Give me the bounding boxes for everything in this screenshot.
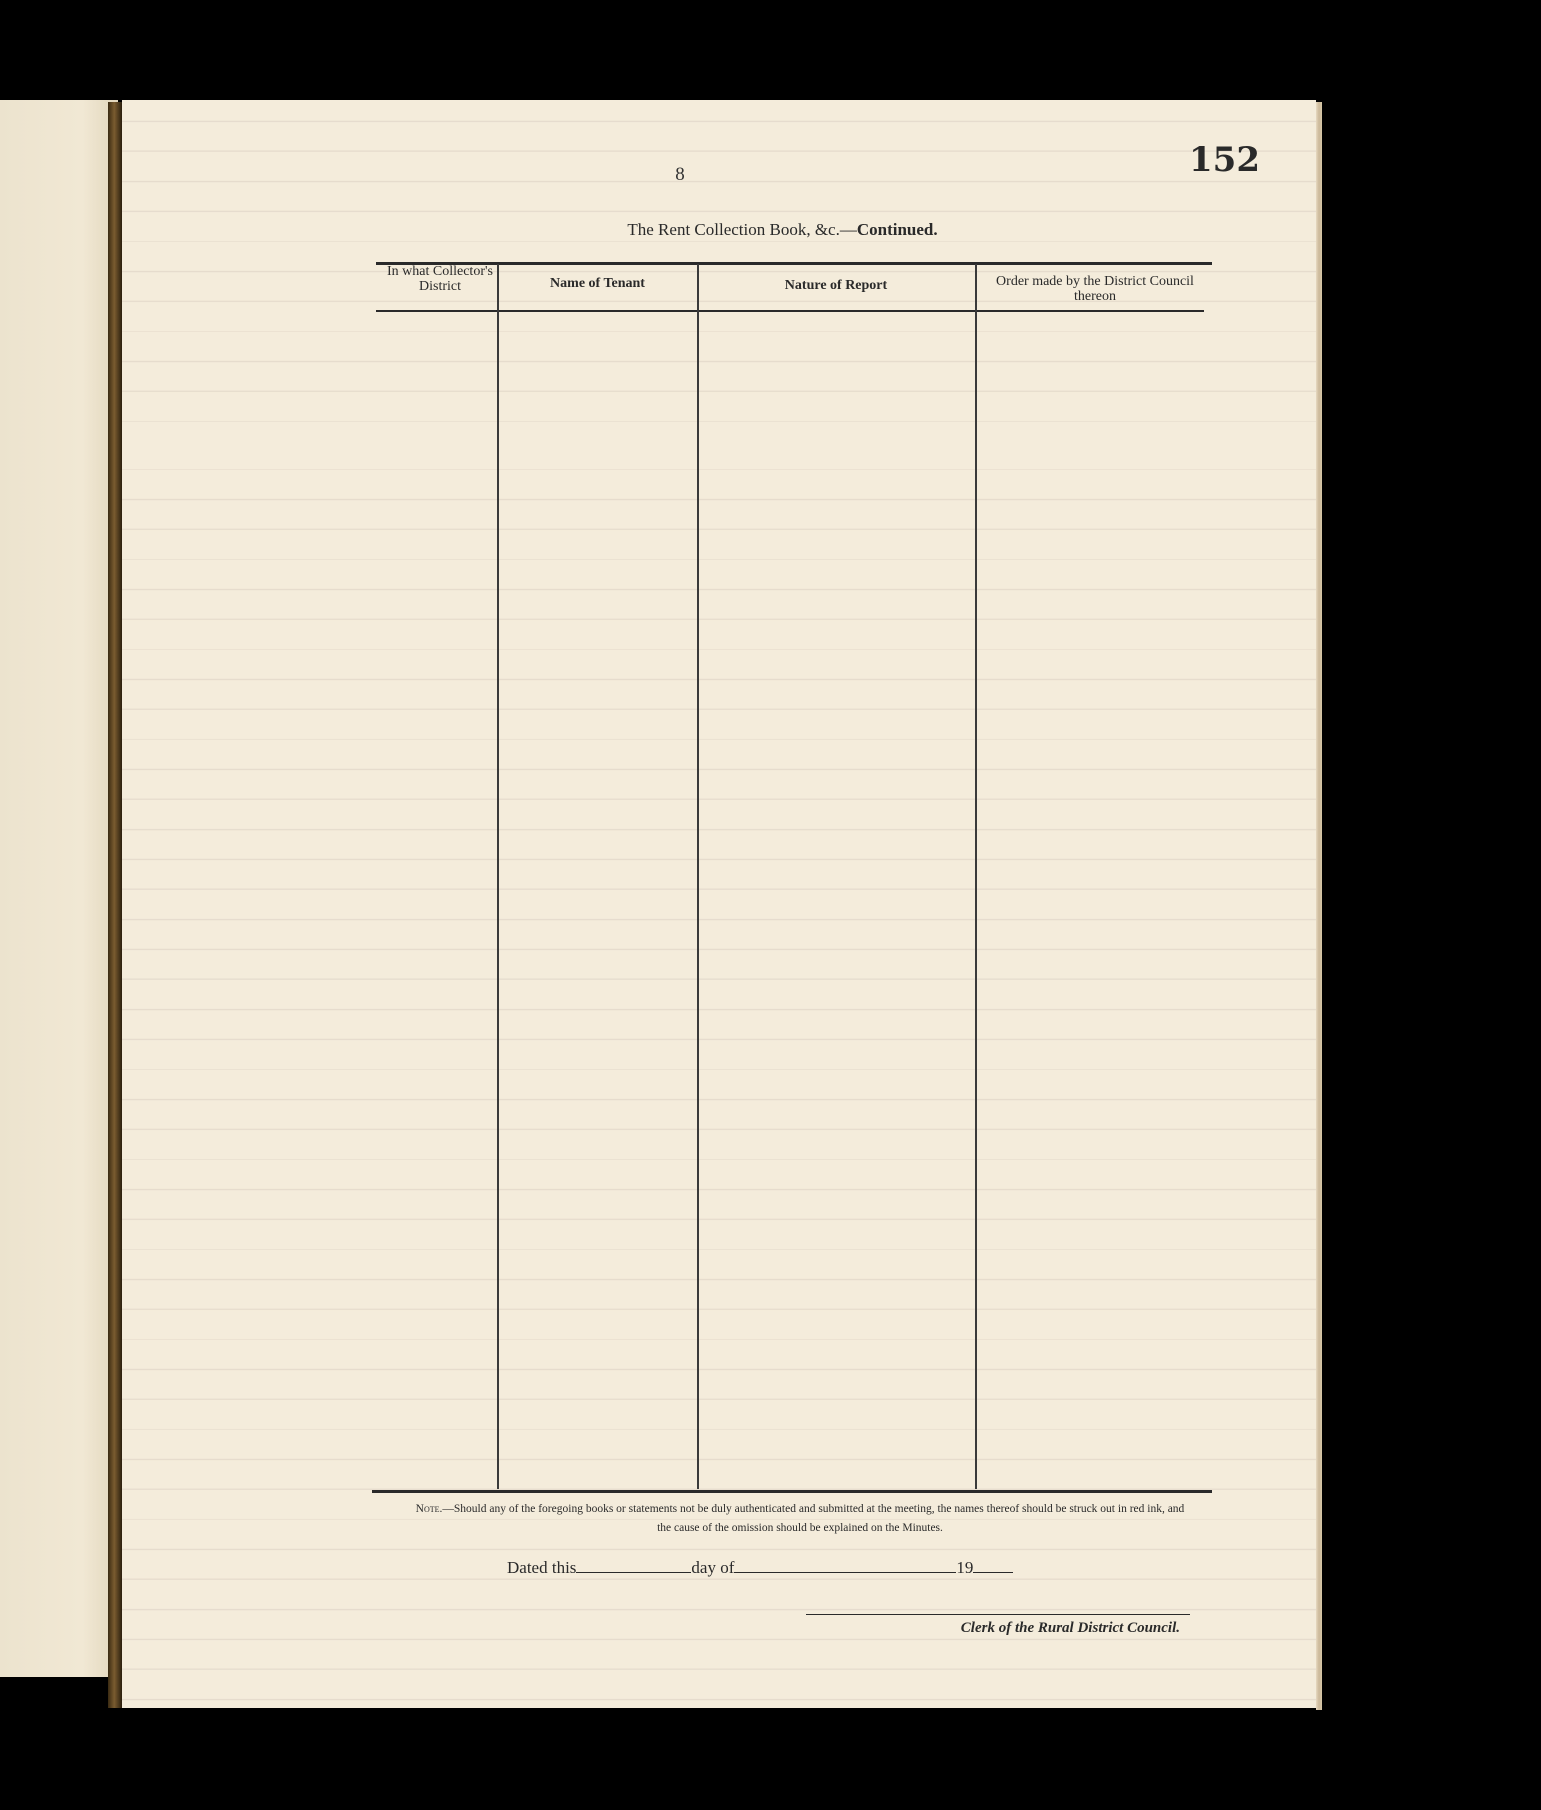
year-blank: [973, 1562, 1013, 1573]
day-blank: [576, 1562, 691, 1573]
year-prefix: 19: [956, 1558, 974, 1577]
left-page: [0, 100, 118, 1677]
column-divider-2: [697, 264, 699, 1489]
dated-line: [507, 1558, 1047, 1578]
page-number: 8: [675, 164, 685, 185]
folio-number: 152: [1189, 140, 1260, 180]
page-title-main: The Rent Collection Book, &c.—: [627, 220, 857, 239]
table-header-bottom-rule: [376, 310, 1204, 312]
footnote-label: Note.: [415, 1503, 443, 1515]
ledger-page: [122, 100, 1316, 1708]
month-blank: [734, 1562, 956, 1573]
column-divider-3: [975, 264, 977, 1489]
footnote: [415, 1500, 1185, 1538]
day-of-label: day of: [691, 1558, 735, 1577]
footnote-text: —Should any of the foregoing books or statements not be duly authenticated and submitted at the meeting, the names thereof should be struck out in red ink, and the cause of the omission should be explained on the Minutes.: [442, 1503, 1185, 1534]
signature-line: [806, 1614, 1190, 1615]
column-header-collector-district: In what Collector's District: [387, 264, 493, 294]
signature-caption: Clerk of the Rural District Council.: [960, 1620, 1180, 1636]
column-header-nature-of-report: Nature of Report: [784, 278, 888, 293]
page-title: [500, 220, 1065, 240]
page-title-continued: Continued.: [856, 220, 938, 239]
table-bottom-rule: [372, 1490, 1212, 1493]
column-divider-1: [497, 264, 499, 1489]
column-header-council-order: Order made by the District Council thereon: [996, 274, 1194, 304]
table-top-rule: [376, 262, 1212, 265]
column-header-name-of-tenant: Name of Tenant: [550, 276, 645, 291]
dated-this-label: Dated this: [507, 1558, 577, 1577]
book-gutter: [108, 102, 122, 1708]
page-edge: [1316, 102, 1322, 1710]
